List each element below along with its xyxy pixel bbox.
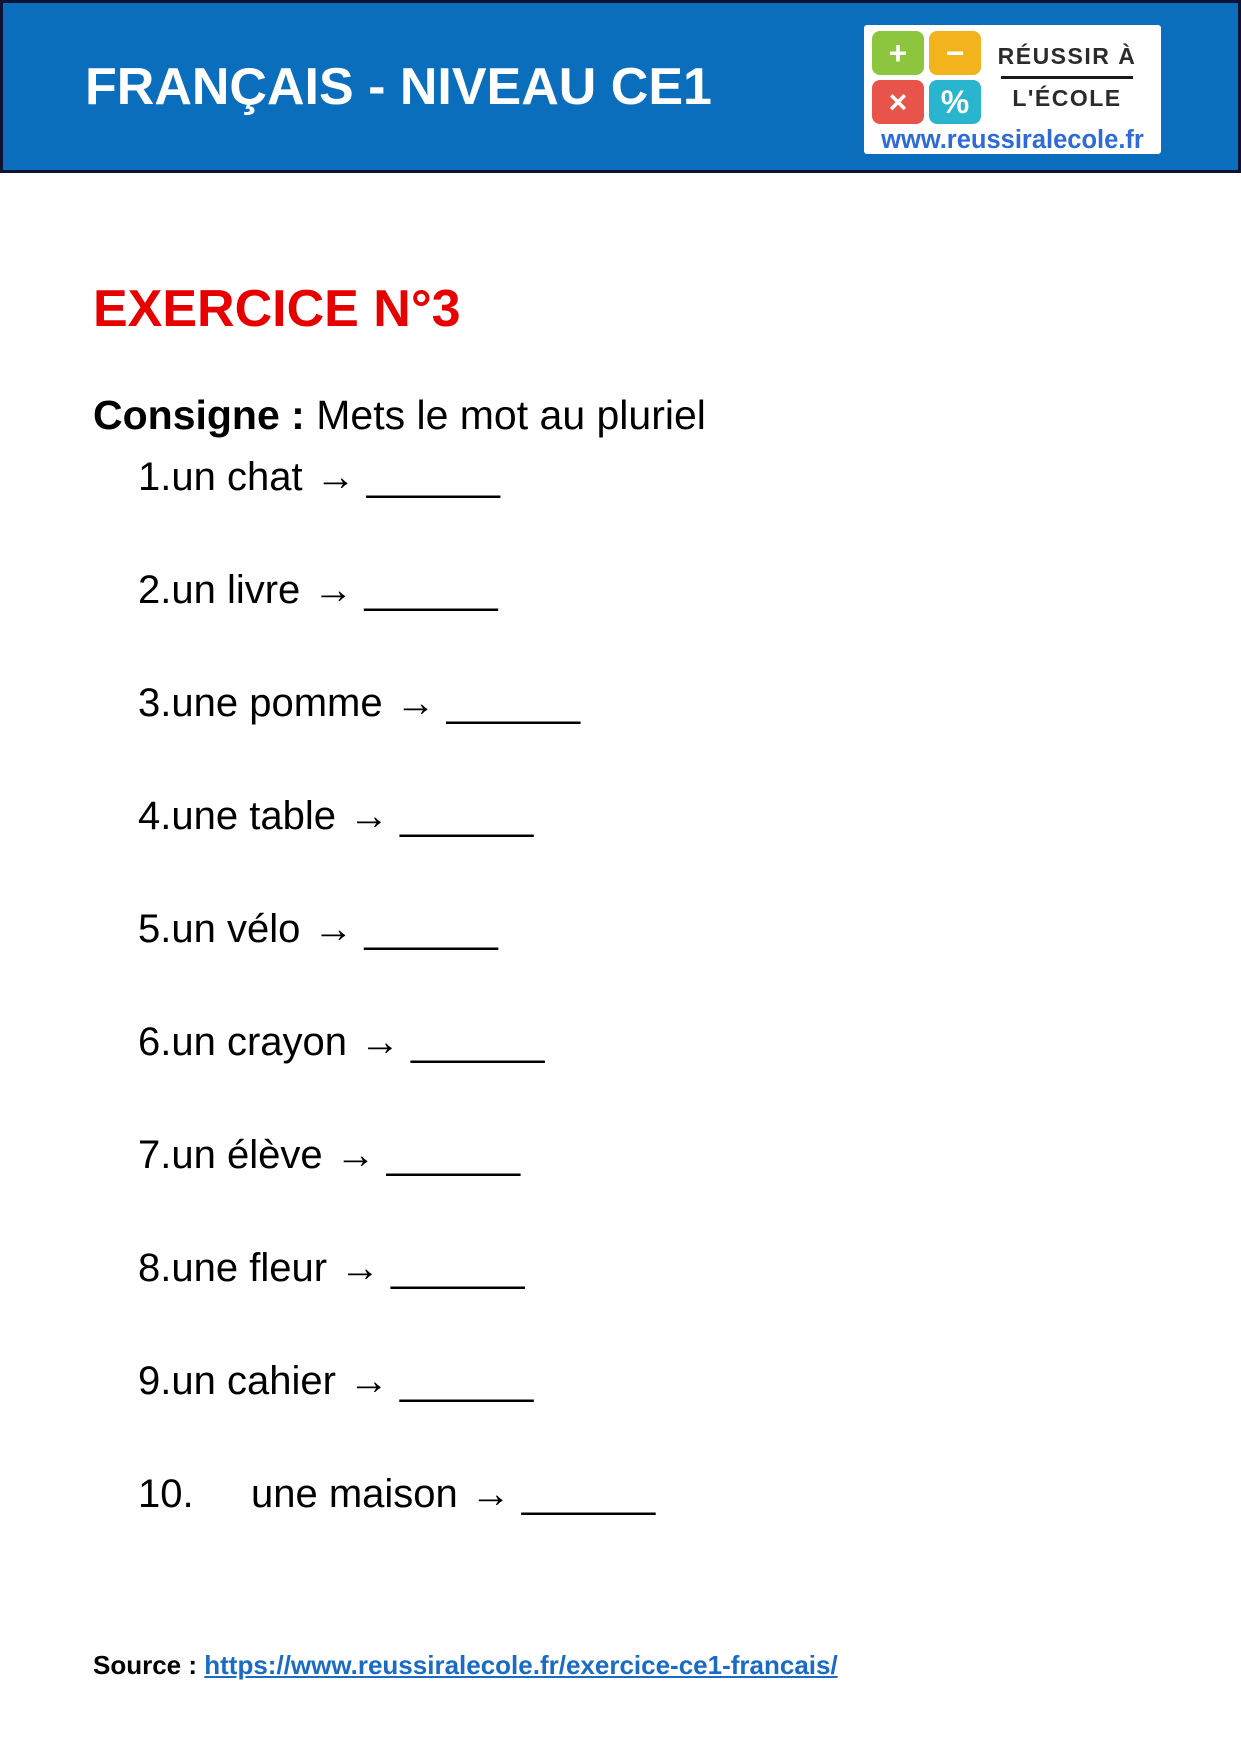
item-number: 7. [138,1133,172,1177]
arrow-icon: → [360,1020,401,1064]
logo-text [981,31,1153,124]
answer-blank: ______ [364,907,498,951]
item-number: 2. [138,568,172,612]
arrow-icon: → [335,1133,376,1177]
item-number: 3. [138,681,172,725]
consigne-text: Mets le mot au pluriel [316,392,706,438]
item-number: 8. [138,1246,172,1290]
exercise-heading: EXERCICE N°3 [93,280,461,338]
answer-blank: ______ [391,1246,525,1290]
logo-divider [1001,76,1133,79]
item-word: une maison [251,1472,458,1516]
item-word: une table [171,794,336,838]
minus-icon: − [929,31,981,75]
item-word: une pomme [171,681,383,725]
logo [864,25,1161,154]
list-item-7 [138,1130,1153,1180]
list-item-2 [138,565,1153,615]
item-number: 10. [138,1472,194,1516]
logo-top [872,31,1153,124]
header-banner [0,0,1241,173]
list-item-6 [138,1017,1153,1067]
consigne-line [93,391,1153,439]
item-word: un livre [171,568,301,612]
arrow-icon: → [395,681,436,725]
arrow-icon: → [348,794,389,838]
item-word: un cahier [171,1359,336,1403]
answer-blank: ______ [386,1133,521,1177]
item-word: un vélo [171,907,301,951]
source-line [93,1650,838,1681]
multiply-icon: × [872,80,924,124]
answer-blank: ______ [399,1359,534,1403]
arrow-icon: → [340,1246,381,1290]
item-word: un chat [171,455,303,499]
answer-blank: ______ [446,681,581,725]
logo-tile-grid [872,31,981,124]
logo-line-2: L'ÉCOLE [1012,85,1122,111]
list-item-4 [138,791,1153,841]
list-item-3 [138,678,1153,728]
answer-blank: ______ [521,1472,656,1516]
arrow-icon: → [470,1472,511,1516]
item-word: un crayon [171,1020,348,1064]
arrow-icon: → [313,568,354,612]
list-item-1 [138,452,1153,502]
list-item-9 [138,1356,1153,1406]
item-number: 1. [138,455,172,499]
arrow-icon: → [313,907,354,951]
list-item-8 [138,1243,1153,1293]
answer-blank: ______ [399,794,534,838]
answer-blank: ______ [366,455,501,499]
arrow-icon: → [315,455,356,499]
list-item-10 [138,1469,1153,1519]
exercise-section [93,173,1153,1582]
source-link[interactable]: https://www.reussiralecole.fr/exercice-ce1-francais/ [204,1650,838,1680]
source-label: Source : [93,1650,198,1680]
item-number: 4. [138,794,172,838]
item-word: une fleur [171,1246,328,1290]
answer-blank: ______ [411,1020,545,1064]
answer-blank: ______ [364,568,498,612]
item-number: 6. [138,1020,172,1064]
arrow-icon: → [348,1359,389,1403]
item-number: 9. [138,1359,172,1403]
logo-url: www.reussiralecole.fr [881,126,1144,154]
logo-line-1: RÉUSSIR À [997,43,1137,69]
plus-icon: + [872,31,924,75]
consigne-label: Consigne : [93,392,305,438]
item-number: 5. [138,907,172,951]
item-word: un élève [171,1133,323,1177]
page-title: FRANÇAIS - NIVEAU CE1 [85,57,712,116]
item-list [93,452,1153,1519]
list-item-5 [138,904,1153,954]
percent-icon: % [929,80,981,124]
